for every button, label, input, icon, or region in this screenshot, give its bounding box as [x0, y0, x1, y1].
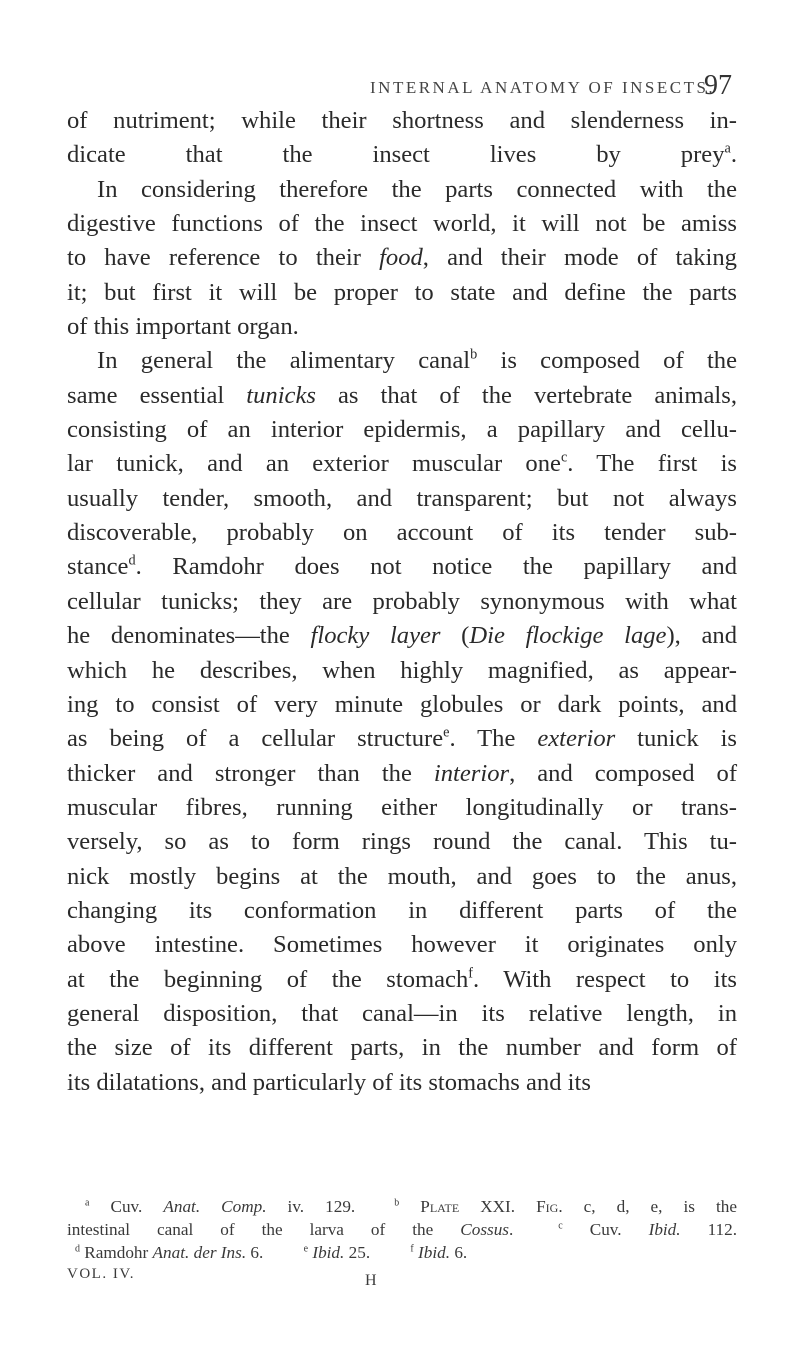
- footnote-b-continued: intestinal canal of the larva of the Cossus.: [67, 1220, 514, 1239]
- text-line: thicker and stronger than the interior, and composed of: [67, 759, 738, 787]
- text-line: as being of a cellular structure$^e$. The exterior tunick is: [67, 724, 737, 753]
- footnote-a: $^a$ Cuv. Anat. Comp. iv. 129.: [85, 1197, 356, 1216]
- footnote-d: $^d$ Ramdohr Anat. der Ins. 6.: [75, 1243, 264, 1262]
- text-line: of nutriment; while their shortness and slenderness in-: [67, 107, 737, 134]
- footnote-line: [67, 1241, 737, 1264]
- signature-mark: H: [365, 1272, 377, 1289]
- text-line: of this important organ.: [67, 313, 299, 341]
- footnote-line: [67, 1218, 737, 1241]
- text-line: general disposition, that canal—in its relative length, in: [67, 999, 737, 1027]
- footnotes: [67, 1195, 737, 1264]
- text-line: usually tender, smooth, and transparent; but not always: [67, 484, 737, 512]
- page-number: 97: [704, 70, 732, 101]
- body-text: [67, 104, 737, 1100]
- text-line: versely, so as to form rings round the canal. This tu-: [67, 828, 737, 856]
- text-line: dicate that the insect lives by prey$^a$.: [67, 141, 737, 169]
- text-line: In general the alimentary canal$^b$ is composed of the: [97, 347, 737, 375]
- text-line: digestive functions of the insect world, it will not be amiss: [67, 210, 737, 238]
- footnote-ref: a: [724, 141, 731, 158]
- text-line: ing to consist of very minute globules or dark points, and: [67, 690, 737, 718]
- volume-label: VOL. IV.: [67, 1266, 135, 1282]
- text-line: above intestine. Sometimes however it originates only: [67, 931, 737, 959]
- footnote-e: $^e$ Ibid. 25.: [303, 1243, 371, 1262]
- footnote-ref: f: [468, 965, 473, 982]
- text-line: cellular tunicks; they are probably synonymous with what: [67, 587, 737, 615]
- footnote-f: $^f$ Ibid. 6.: [410, 1243, 468, 1262]
- text-line: muscular fibres, running either longitudinally or trans-: [67, 793, 737, 821]
- text-line: stance$^d$. Ramdohr does not notice the papillary and: [67, 553, 737, 581]
- text-line: same essential tunicks as that of the vertebrate animals,: [67, 381, 737, 409]
- footnote-line: [67, 1195, 737, 1218]
- footnote-ref: c: [560, 450, 568, 467]
- text-line: discoverable, probably on account of its tender sub-: [67, 519, 737, 547]
- footnote-b: $^b$ Plate XXI. Fig. c, d, e, is the: [394, 1197, 738, 1216]
- footnote-ref: b: [470, 347, 478, 364]
- text-line: which he describes, when highly magnified, as appear-: [67, 656, 737, 684]
- footnote-c: $^c$ Cuv. Ibid. 112.: [558, 1220, 738, 1239]
- text-line: consisting of an interior epidermis, a papillary and cellu-: [67, 416, 737, 444]
- text-line: the size of its different parts, in the number and form of: [67, 1034, 737, 1062]
- text-line: at the beginning of the stomach$^f$. With respect to its: [67, 965, 737, 993]
- text-line: nick mostly begins at the mouth, and goes to the anus,: [67, 862, 737, 890]
- footnote-ref: e: [443, 724, 450, 741]
- text-line: lar tunick, and an exterior muscular one$^c$. The first is: [67, 450, 738, 478]
- text-line: he denominates—the flocky layer (Die flockige lage), and: [67, 622, 737, 650]
- running-head: INTERNAL ANATOMY OF INSECTS.: [370, 78, 716, 97]
- footnote-ref: d: [128, 553, 136, 570]
- text-line: changing its conformation in different parts of the: [67, 896, 737, 924]
- text-line: its dilatations, and particularly of its stomachs and its: [67, 1068, 591, 1096]
- text-line: In considering therefore the parts connected with the: [97, 175, 737, 203]
- text-line: it; but first it will be proper to state and define the parts: [67, 278, 737, 306]
- text-line: to have reference to their food, and their mode of taking: [67, 244, 737, 272]
